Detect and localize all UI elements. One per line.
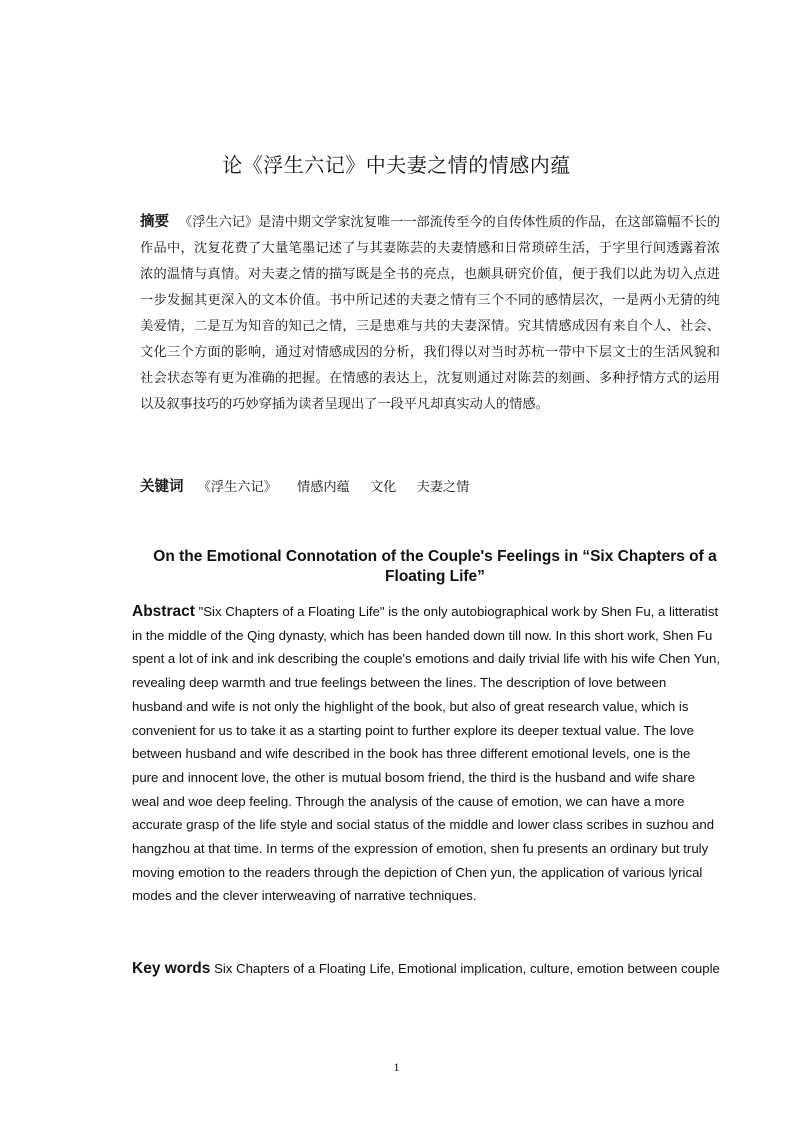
english-keywords-label: Key words bbox=[132, 960, 211, 977]
chinese-title: 论《浮生六记》中夫妻之情的情感内蕴 bbox=[222, 153, 571, 177]
chinese-keyword: 文化 bbox=[369, 480, 397, 495]
english-abstract bbox=[132, 600, 720, 908]
english-abstract-text: "Six Chapters of a Floating Life" is the only autobiographical work by Shen Fu, a litteratist in the middle of the Qing dynasty, which has been handed down till now. In this short work, Shen Fu spent a lot of ink and ink describing the couple's emotions and daily trivial life with his wife Chen Yun, revealing deep warmth and true feelings between the lines. The description of love between husband and wife is not only the highlight of the book, but also of great research value, which is convenient for us to take it as a starting point to further explore its deeper textual value. The love between husband and wife described in the book has three different emotional levels, one is the pure and innocent love, the other is mutual bosom friend, the third is the husband and wife share weal and woe deep feeling. Through the analysis of the cause of emotion, we can have a more accurate grasp of the life style and social status of the middle and lower class scribes in suzhou and hangzhou at that time. In terms of the expression of emotion, shen fu presents an ordinary but truly moving emotion to the readers through the depiction of Chen yun, the application of various lyrical modes and the clever interweaving of narrative techniques. bbox=[132, 604, 720, 904]
chinese-abstract-text: 《浮生六记》是清中期文学家沈复唯一一部流传至今的自传体性质的作品，在这部篇幅不长的作品中，沈复花费了大量笔墨记述了与其妻陈芸的夫妻情感和日常琐碎生活，于字里行间透露着浓浓的温情与真情。对夫妻之情的描写既是全书的亮点，也颇具研究价值，便于我们以此为切入点进一步发掘其更深入的文本价值。书中所记述的夫妻之情有三个不同的感情层次，一是两小无猜的纯美爱情，二是互为知音的知己之情，三是患难与共的夫妻深情。究其情感成因有来自个人、社会、文化三个方面的影响，通过对情感成因的分析，我们得以对当时苏杭一带中下层文士的生活风貌和社会状态等有更为准确的把握。在情感的表达上，沈复则通过对陈芸的刻画、多种抒情方式的运用以及叙事技巧的巧妙穿插为读者呈现出了一段平凡却真实动人的情感。 bbox=[140, 215, 720, 412]
chinese-abstract-label: 摘要 bbox=[140, 214, 170, 230]
chinese-keywords-label: 关键词 bbox=[140, 479, 184, 495]
english-keywords bbox=[132, 956, 720, 981]
chinese-keyword: 《浮生六记》 bbox=[197, 480, 277, 495]
english-keywords-text: Six Chapters of a Floating Life, Emotional implication, culture, emotion between couple bbox=[214, 961, 720, 976]
page-number: 1 bbox=[393, 1060, 400, 1074]
chinese-keyword: 夫妻之情 bbox=[416, 480, 470, 495]
chinese-keywords bbox=[140, 474, 720, 501]
chinese-abstract bbox=[140, 209, 720, 418]
english-title: On the Emotional Connotation of the Couple's Feelings in “Six Chapters of a Floating Life” bbox=[153, 548, 717, 585]
english-abstract-label: Abstract bbox=[132, 603, 195, 620]
chinese-keyword: 情感内蕴 bbox=[297, 480, 350, 495]
